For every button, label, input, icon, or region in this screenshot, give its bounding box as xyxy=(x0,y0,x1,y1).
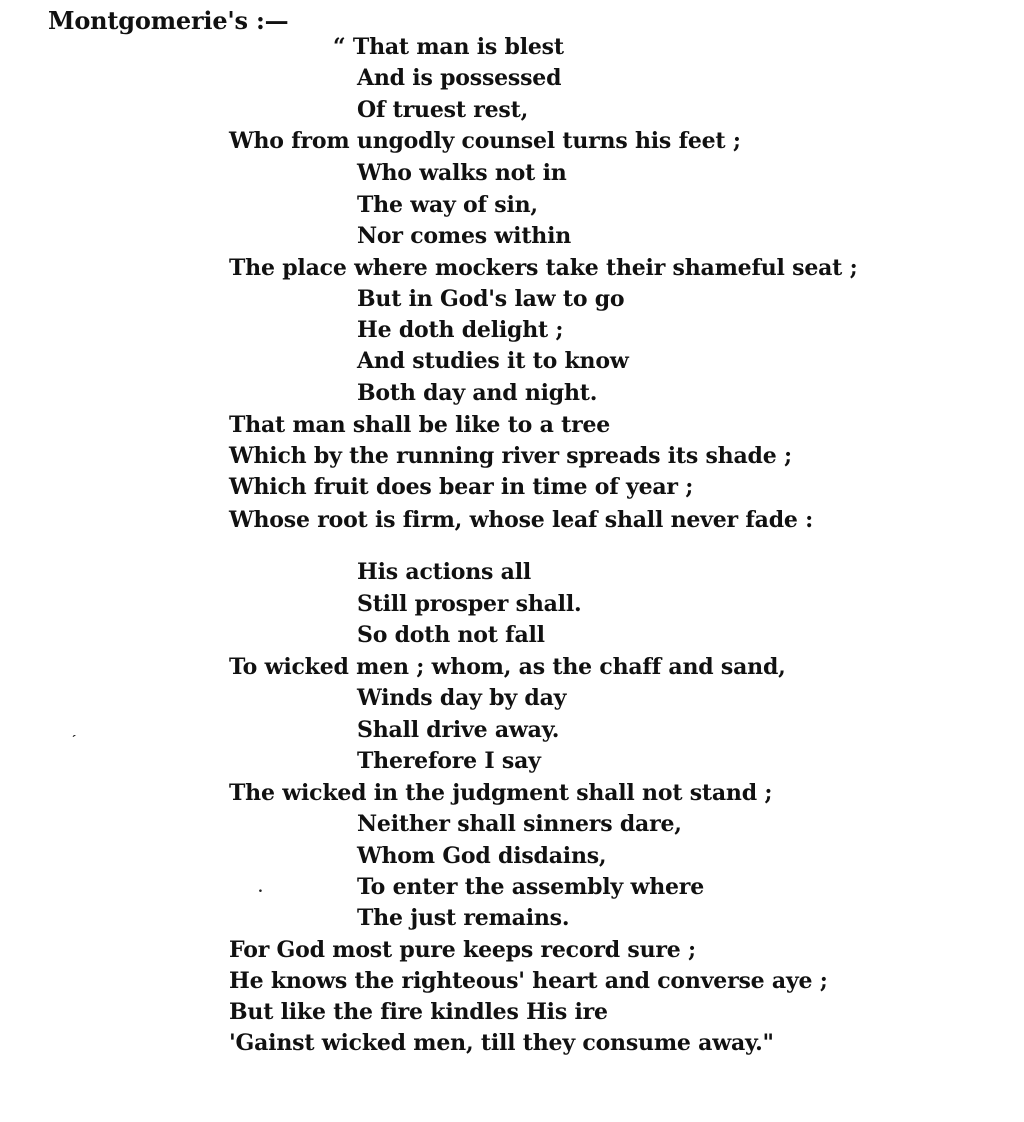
poem-line: Neither shall sinners dare, xyxy=(357,811,682,837)
poem-line: He knows the righteous' heart and converse aye ; xyxy=(229,968,828,994)
poem-line: His actions all xyxy=(357,559,532,585)
poem-line: But in God's law to go xyxy=(357,286,625,312)
poem-line: 'Gainst wicked men, till they consume away." xyxy=(229,1030,774,1056)
poem-line: To wicked men ; whom, as the chaff and sand, xyxy=(229,654,786,680)
poem-line: Whose root is firm, whose leaf shall never fade : xyxy=(229,507,814,533)
intro-line: Montgomerie's :— xyxy=(48,6,289,35)
poem-line: The just remains. xyxy=(357,905,570,931)
poem-line: “ That man is blest xyxy=(333,34,564,60)
poem-line: But like the fire kindles His ire xyxy=(229,999,608,1025)
poem-line: So doth not fall xyxy=(357,622,545,648)
poem-line: Of truest rest, xyxy=(357,97,529,123)
print-speck: ˏ xyxy=(72,722,77,738)
poem-line: The wicked in the judgment shall not stand ; xyxy=(229,780,773,806)
poem-line: Shall drive away. xyxy=(357,717,560,743)
poem-line: Both day and night. xyxy=(357,380,598,406)
poem-line: And studies it to know xyxy=(357,348,629,374)
poem-line: To enter the assembly where xyxy=(357,874,704,900)
poem-line: The way of sin, xyxy=(357,192,538,218)
poem-line: Who from ungodly counsel turns his feet ; xyxy=(229,128,741,154)
poem-line: Still prosper shall. xyxy=(357,591,582,617)
poem-line: Which fruit does bear in time of year ; xyxy=(229,474,694,500)
poem-line: Winds day by day xyxy=(357,685,567,711)
poem-line: The place where mockers take their shameful seat ; xyxy=(229,255,858,281)
poem-line: Which by the running river spreads its shade ; xyxy=(229,443,792,469)
poem-line: That man shall be like to a tree xyxy=(229,412,611,438)
poem-line: He doth delight ; xyxy=(357,317,564,343)
poem-line: And is possessed xyxy=(357,65,562,91)
poem-line: Therefore I say xyxy=(357,748,541,774)
poem-line: Who walks not in xyxy=(357,160,567,186)
poem-line: Nor comes within xyxy=(357,223,572,249)
print-speck: . xyxy=(258,880,263,896)
poem-line: Whom God disdains, xyxy=(357,843,607,869)
poem-line: For God most pure keeps record sure ; xyxy=(229,937,696,963)
